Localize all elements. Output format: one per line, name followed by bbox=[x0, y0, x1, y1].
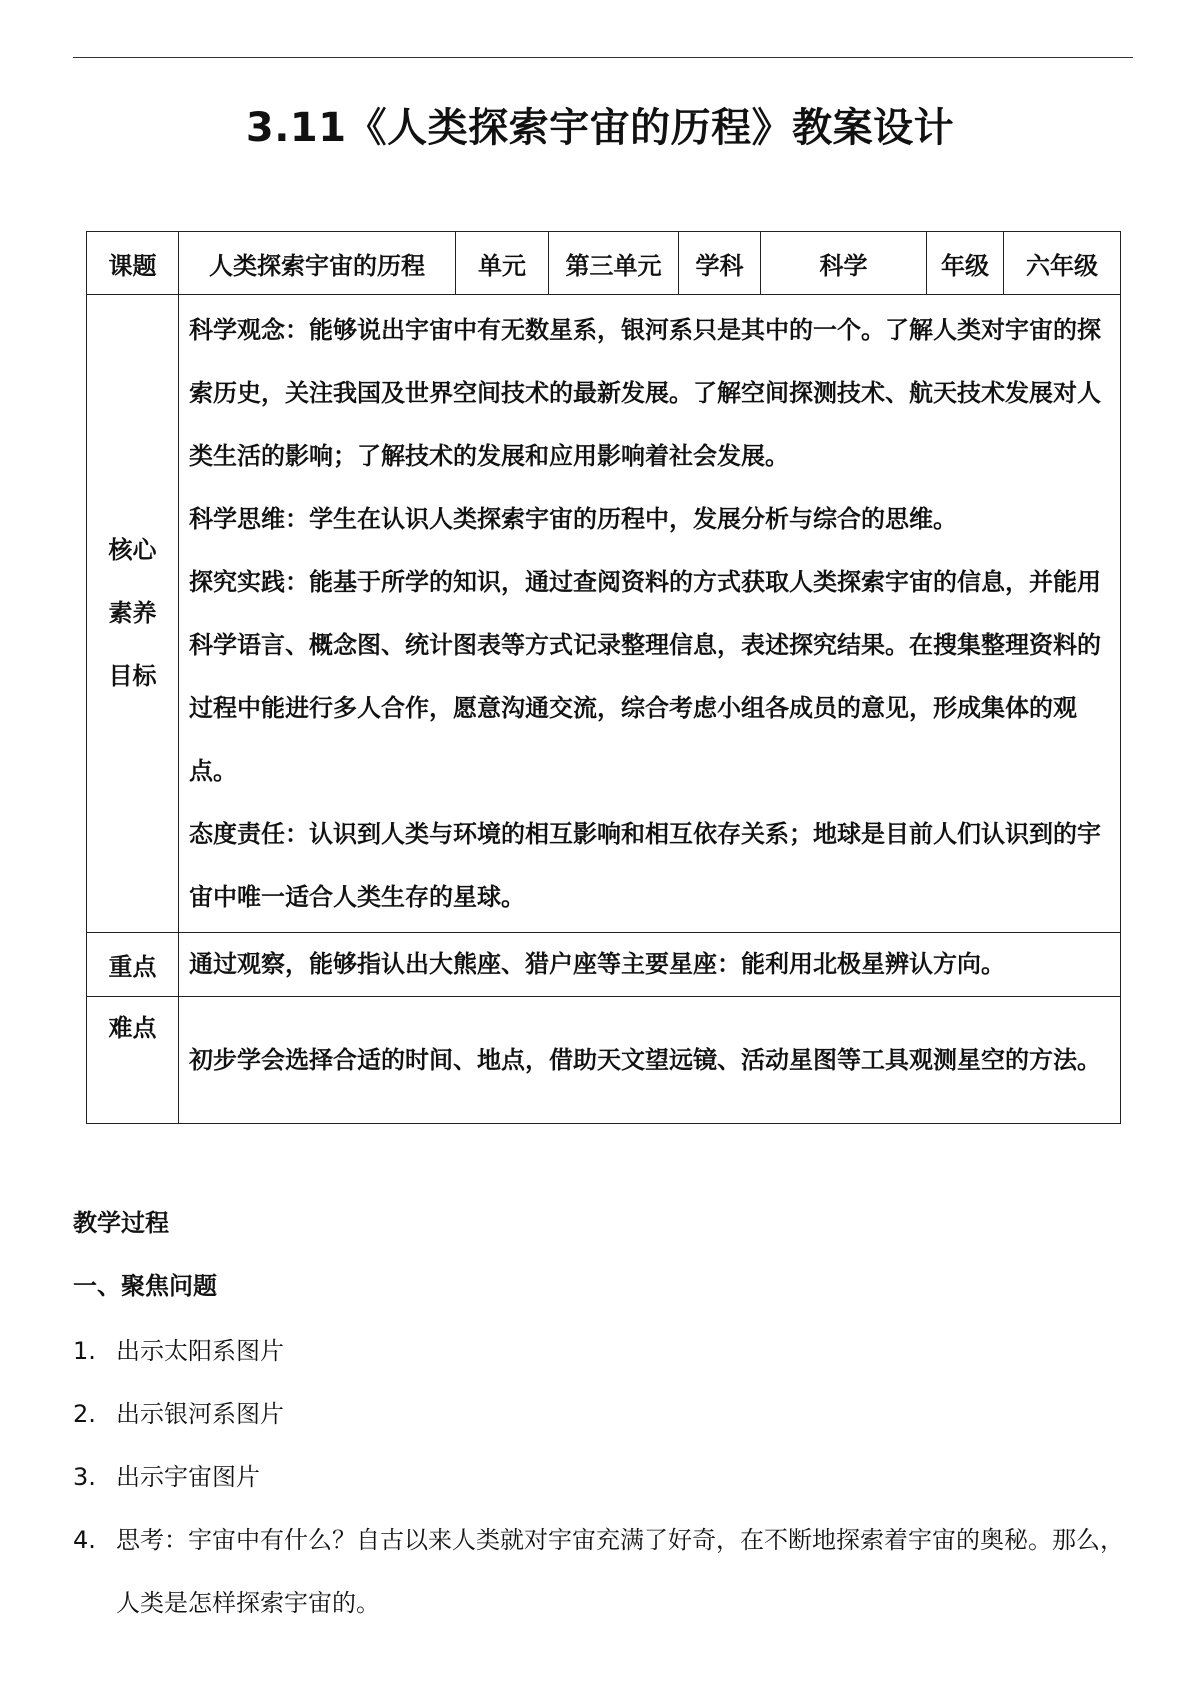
grade-label: 年级 bbox=[927, 232, 1004, 295]
header-rule bbox=[73, 57, 1133, 58]
core-goals-label-line: 核心 bbox=[108, 536, 157, 564]
list-text: 出示宇宙图片 bbox=[116, 1463, 260, 1491]
list-item bbox=[73, 1383, 1143, 1446]
subject-value: 科学 bbox=[761, 232, 927, 295]
key-point-label: 重点 bbox=[87, 933, 179, 997]
list-text: 出示银河系图片 bbox=[116, 1400, 284, 1428]
goal-attitude-responsibility: 态度责任：认识到人类与环境的相互影响和相互依存关系；地球是目前人们认识到的宇宙中唯一适合人类生存的星球。 bbox=[189, 819, 1101, 911]
list-item bbox=[73, 1320, 1143, 1383]
document-title: 3.11《人类探索宇宙的历程》教案设计 bbox=[245, 105, 955, 151]
teaching-process-heading: 教学过程 bbox=[73, 1209, 169, 1237]
list-number: 3. bbox=[73, 1463, 96, 1491]
topic-value: 人类探索宇宙的历程 bbox=[179, 232, 456, 295]
grade-value: 六年级 bbox=[1004, 232, 1121, 295]
difficulty-label: 难点 bbox=[87, 997, 179, 1124]
topic-label: 课题 bbox=[87, 232, 179, 295]
list-number: 2. bbox=[73, 1400, 96, 1428]
list-text: 思考：宇宙中有什么？自古以来人类就对宇宙充满了好奇，在不断地探索着宇宙的奥秘。那么，人类是怎样探索宇宙的。 bbox=[116, 1526, 1124, 1617]
goal-inquiry-practice: 探究实践：能基于所学的知识，通过查阅资料的方式获取人类探索宇宙的信息，并能用科学语言、概念图、统计图表等方式记录整理信息，表述探究结果。在搜集整理资料的过程中能进行多人合作，愿意沟通交流，综合考虑小组各成员的意见，形成集体的观点。 bbox=[189, 567, 1101, 785]
key-point-row bbox=[87, 933, 1121, 997]
list-number: 1. bbox=[73, 1337, 96, 1365]
goal-scientific-concept: 科学观念：能够说出宇宙中有无数星系，银河系只是其中的一个。了解人类对宇宙的探索历史，关注我国及世界空间技术的最新发展。了解空间探测技术、航天技术发展对人类生活的影响；了解技术的发展和应用影响着社会发展。 bbox=[189, 315, 1101, 470]
goal-scientific-thinking: 科学思维：学生在认识人类探索宇宙的历程中，发展分析与综合的思维。 bbox=[189, 504, 957, 533]
core-goals-row bbox=[87, 295, 1121, 933]
unit-value: 第三单元 bbox=[549, 232, 679, 295]
key-point-text: 通过观察，能够指认出大熊座、猎户座等主要星座：能利用北极星辨认方向。 bbox=[179, 933, 1121, 997]
unit-label: 单元 bbox=[456, 232, 549, 295]
subject-label: 学科 bbox=[679, 232, 761, 295]
core-goals-label-line: 素养 bbox=[108, 599, 157, 627]
list-item bbox=[73, 1446, 1143, 1509]
core-goals-content bbox=[179, 295, 1121, 933]
difficulty-text: 初步学会选择合适的时间、地点，借助天文望远镜、活动星图等工具观测星空的方法。 bbox=[179, 997, 1121, 1124]
lesson-info-table bbox=[86, 231, 1121, 1124]
list-text: 出示太阳系图片 bbox=[116, 1337, 284, 1365]
table-header-row bbox=[87, 232, 1121, 295]
list-item bbox=[73, 1509, 1143, 1635]
list-number: 4. bbox=[73, 1526, 96, 1554]
section-focus-question: 一、聚焦问题 bbox=[73, 1272, 217, 1300]
difficulty-row bbox=[87, 997, 1121, 1124]
core-goals-label-line: 目标 bbox=[108, 662, 157, 690]
process-list bbox=[73, 1320, 1143, 1635]
core-goals-label bbox=[87, 295, 179, 933]
